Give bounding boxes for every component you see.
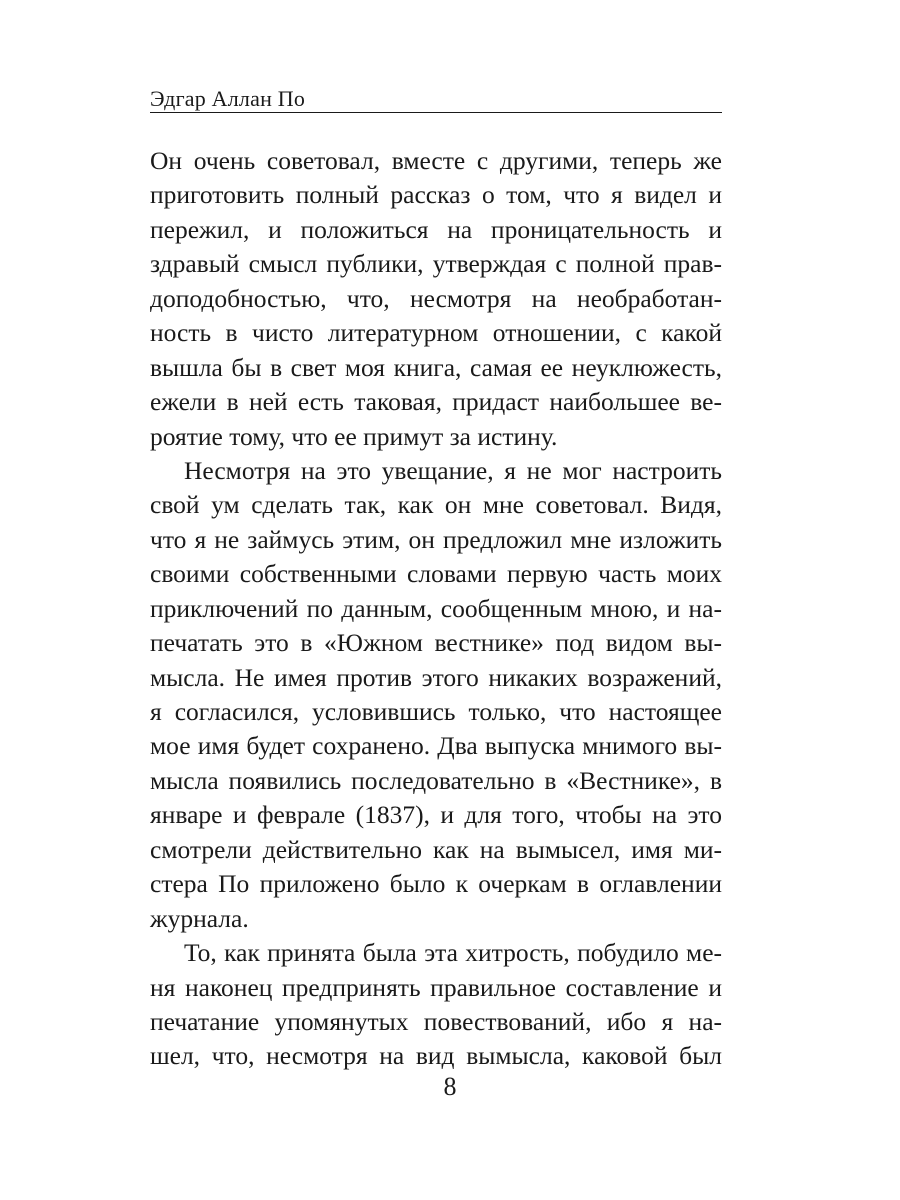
text-line: стера По приложено было к очеркам в оглавлении: [150, 869, 722, 899]
text-line: мое имя будет сохранено. Два выпуска мнимого вы-: [150, 731, 722, 761]
text-line: журнала.: [150, 903, 249, 933]
text-line: январе и феврале (1837), и для того, чтобы на это: [150, 800, 722, 830]
text-line: я согласился, условившись только, что настоящее: [150, 697, 722, 726]
page-number: 8: [443, 1072, 457, 1101]
text-line: смотрели действительно как на вымысел, имя ми-: [150, 834, 722, 864]
text-line: приготовить полный рассказ о том, что я видел и: [150, 180, 722, 210]
text-line: роятие тому, что ее примут за истину.: [150, 421, 558, 451]
running-head: Эдгар Аллан По: [150, 86, 306, 111]
text-line: шел, что, несмотря на вид вымысла, каковой был: [150, 1041, 722, 1071]
body-text: [150, 144, 722, 1074]
text-line: доподобностью, что, несмотря на необработан-: [150, 283, 722, 313]
header-rule: [150, 112, 722, 113]
text-line: печатание упомянутых повествований, ибо я на-: [150, 1006, 722, 1036]
text-line: Он очень советовал, вместе с другими, теперь же: [150, 146, 722, 175]
text-line: мысла. Не имея против этого никаких возражений,: [150, 662, 722, 692]
text-line: здравый смысл публики, утверждая с полной прав-: [150, 249, 722, 279]
text-line: печатать это в «Южном вестнике» под видом вы-: [150, 628, 722, 658]
text-line: Несмотря на это увещание, я не мог настроить: [184, 455, 722, 485]
text-line: мысла появились последовательно в «Вестнике», в: [150, 765, 722, 795]
text-line: То, как принята была эта хитрость, побудило ме-: [184, 938, 722, 968]
text-line: приключений по данным, сообщенным мною, и на-: [150, 593, 722, 623]
text-line: вышла бы в свет моя книга, самая ее неуклюжесть,: [150, 352, 722, 382]
text-line: пережил, и положиться на проницательность и: [150, 214, 722, 244]
text-line: своими собственными словами первую часть моих: [150, 559, 722, 589]
text-line: ня наконец предпринять правильное составление и: [150, 972, 722, 1002]
text-line: ность в чисто литературном отношении, с какой: [150, 318, 722, 348]
text-line: ежели в ней есть таковая, придаст наибольшее ве-: [150, 387, 722, 417]
text-line: что я не займусь этим, он предложил мне изложить: [150, 524, 722, 554]
text-line: свой ум сделать так, как он мне советовал. Видя,: [150, 490, 722, 520]
